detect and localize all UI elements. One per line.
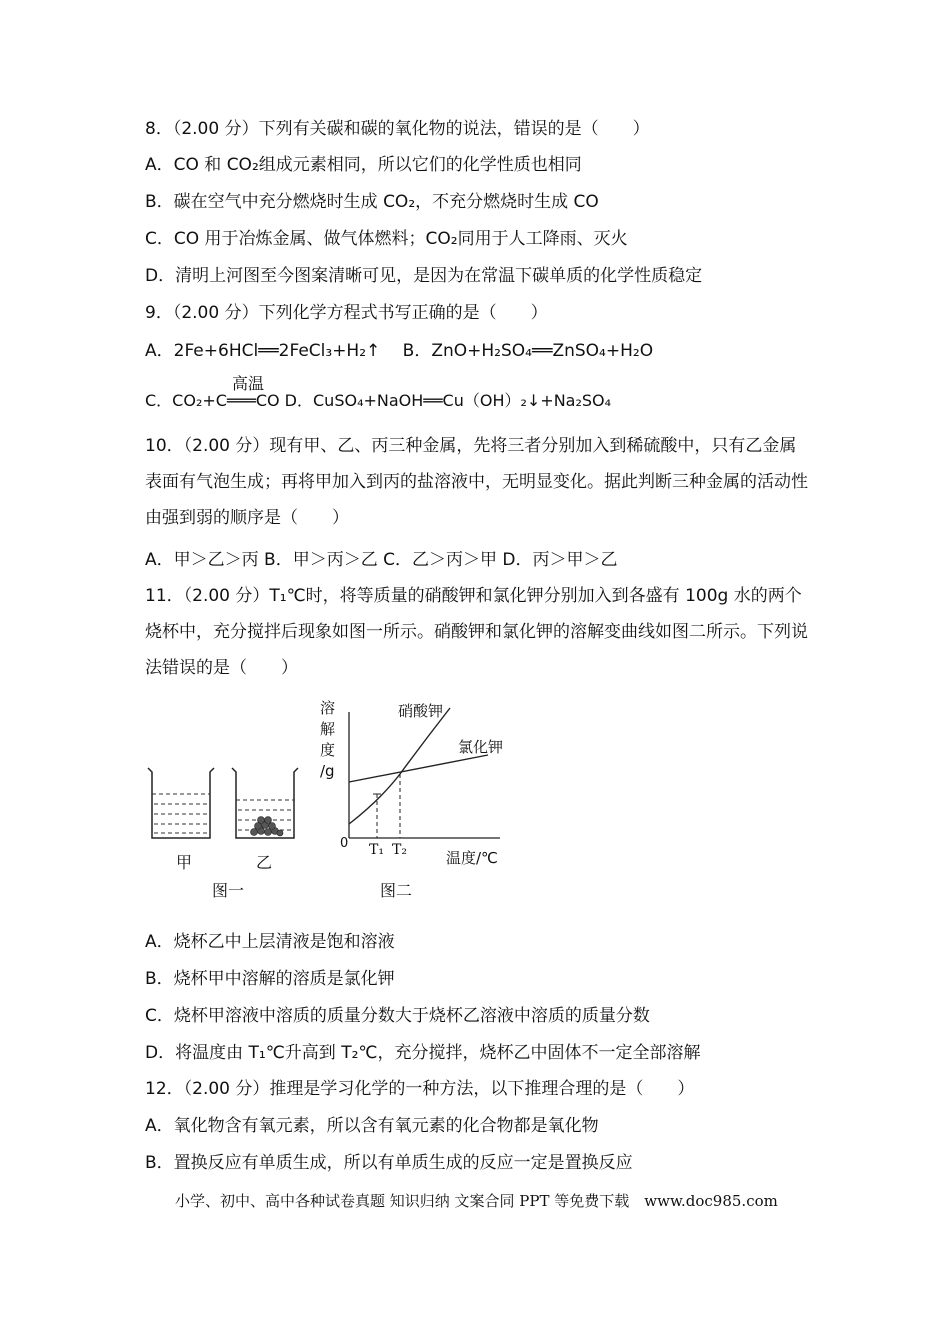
q8-option-a: A．CO 和 CO₂组成元素相同，所以它们的化学性质也相同 (145, 155, 582, 175)
q12-stem: 12．（2.00 分）推理是学习化学的一种方法，以下推理合理的是（ ） (145, 1079, 695, 1099)
figure-two-caption: 图二 (380, 881, 413, 900)
q11-option-d: D．将温度由 T₁℃升高到 T₂℃，充分搅拌，烧杯乙中固体不一定全部溶解 (145, 1043, 701, 1063)
page-footer[interactable]: 小学、初中、高中各种试卷真题 知识归纳 文案合同 PPT 等免费下载 www.doc985.com (175, 1192, 778, 1210)
y-axis-char: /g (320, 762, 335, 780)
x-axis-label: 温度/℃ (446, 849, 498, 867)
figure-one-caption: 图一 (212, 881, 245, 900)
q10-options: A．甲＞乙＞丙 B．甲＞丙＞乙 C．乙＞丙＞甲 D．丙＞甲＞乙 (145, 550, 618, 570)
y-axis-char: 度 (320, 741, 336, 759)
beaker-yi (232, 768, 298, 838)
q9-options-ab: A．2Fe+6HCl══2FeCl₃+H₂↑ B．ZnO+H₂SO₄══ZnSO₄+H₂O (145, 341, 654, 361)
q8-option-b: B．碳在空气中充分燃烧时生成 CO₂，不充分燃烧时生成 CO (145, 192, 599, 212)
q8-option-c: C．CO 用于冶炼金属、做气体燃料；CO₂同用于人工降雨、灭火 (145, 229, 628, 249)
q12-option-b: B．置换反应有单质生成，所以有单质生成的反应一定是置换反应 (145, 1153, 633, 1173)
q11-option-a: A．烧杯乙中上层清液是饱和溶液 (145, 932, 395, 952)
q11-stem: 11．（2.00 分）T₁℃时，将等质量的硝酸钾和氯化钾分别加入到各盛有 100g 水的两个烧杯中，充分搅拌后现象如图一所示。硝酸钾和氯化钾的溶解变曲线如图二所示。下列说法错误的是（ ） (145, 586, 808, 678)
kno3-label: 硝酸钾 (398, 702, 444, 720)
t2-label: T₂ (392, 842, 407, 858)
beaker-jia-label: 甲 (176, 853, 193, 872)
solubility-figure (140, 690, 660, 910)
y-axis-char: 解 (320, 720, 336, 738)
q11-option-c: C．烧杯甲溶液中溶质的质量分数大于烧杯乙溶液中溶质的质量分数 (145, 1006, 650, 1026)
t1-label: T₁ (369, 842, 384, 858)
y-axis-label (320, 698, 335, 782)
beaker-yi-label: 乙 (256, 853, 273, 872)
q9-stem: 9．（2.00 分）下列化学方程式书写正确的是（ ） (145, 303, 548, 323)
q9-condition-label: 高温 (232, 374, 265, 393)
origin-label: 0 (340, 836, 349, 851)
q11-option-b: B．烧杯甲中溶解的溶质是氯化钾 (145, 969, 395, 989)
y-axis-char: 溶 (320, 699, 336, 717)
q9-options-cd: C．CO₂+C═══CO D．CuSO₄+NaOH══Cu（OH）₂↓+Na₂SO₄ (145, 391, 612, 410)
kcl-curve (349, 755, 488, 782)
kcl-label: 氯化钾 (458, 738, 504, 756)
q8-stem: 8．（2.00 分）下列有关碳和碳的氧化物的说法，错误的是（ ） (145, 119, 650, 139)
graph-axes (349, 712, 500, 838)
q10-stem: 10．（2.00 分）现有甲、乙、丙三种金属，先将三者分别加入到稀硫酸中，只有乙金属表面有气泡生成；再将甲加入到丙的盐溶液中，无明显变化。据此判断三种金属的活动性由强到弱的顺序是（ ） (145, 436, 808, 528)
guide-lines (377, 774, 400, 838)
undissolved-solid (251, 817, 284, 837)
q8-option-d: D．清明上河图至今图案清晰可见，是因为在常温下碳单质的化学性质稳定 (145, 266, 703, 286)
beaker-jia (148, 768, 214, 838)
figure-drawing (140, 690, 660, 910)
q12-option-a: A．氧化物含有氧元素，所以含有氧元素的化合物都是氧化物 (145, 1116, 599, 1136)
